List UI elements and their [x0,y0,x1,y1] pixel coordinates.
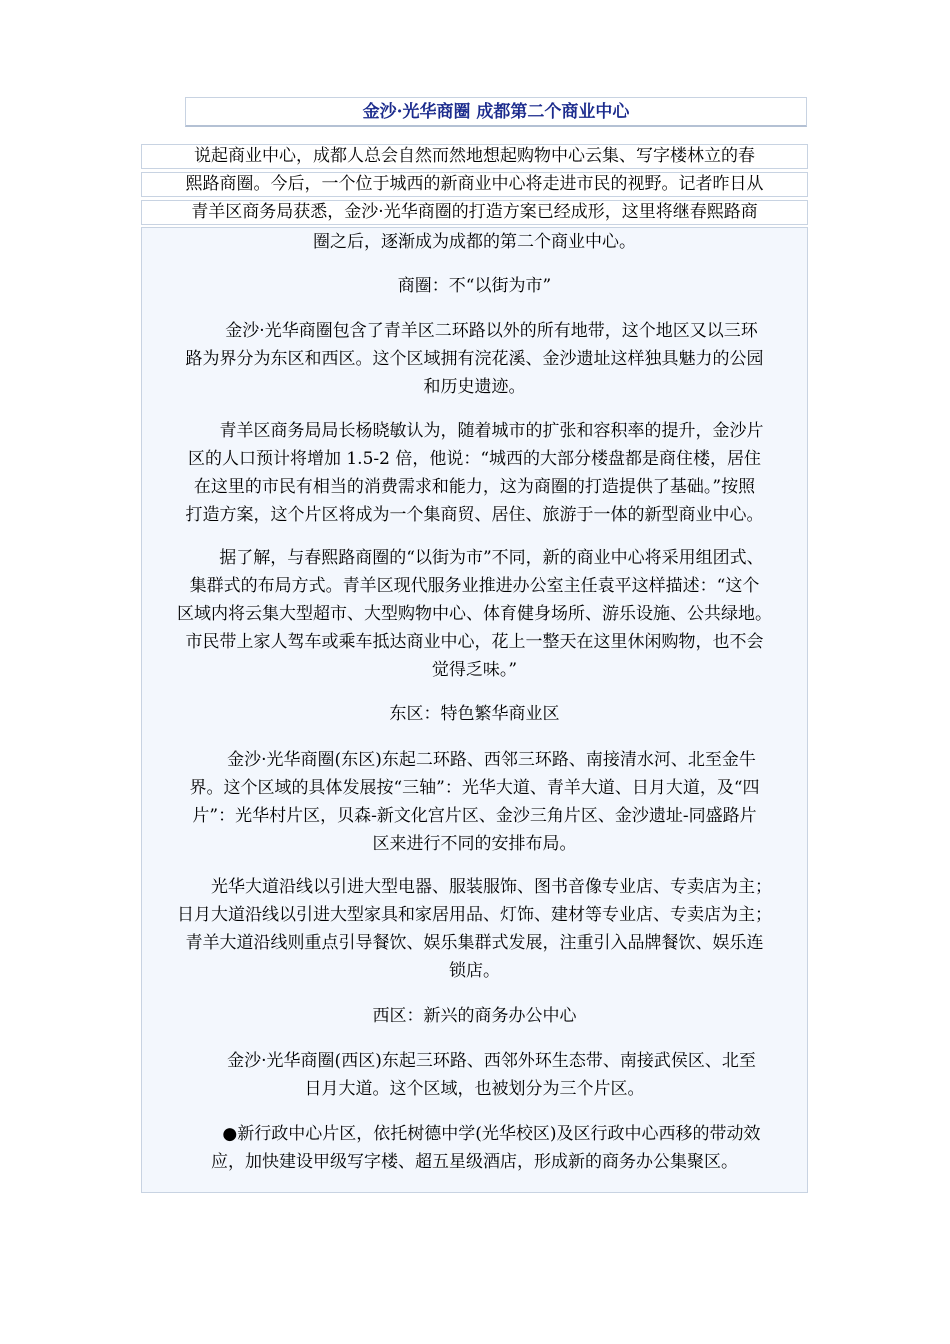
text-line: 集群式的布局方式。青羊区现代服务业推进办公室主任袁平这样描述：“这个 [189,576,760,596]
paragraph-1 [146,317,803,401]
section-heading-east [146,700,803,728]
text-line: 打造方案，这个片区将成为一个集商贸、居住、旅游于一体的新型商业中心。 [185,505,764,525]
text-line: 光华大道沿线以引进大型电器、服装服饰、图书音像专业店、专卖店为主； [177,877,772,897]
section-heading-text: 商圈：不“以街为市” [397,276,552,296]
section-heading-shangquan [146,272,803,300]
article-title: 金沙·光华商圈 成都第二个商业中心 [185,97,807,127]
text-line: 金沙·光华商圈包含了青羊区二环路以外的所有地带，这个地区又以三环 [191,321,758,341]
paragraph-3 [146,544,803,684]
text-line: 圈之后，逐渐成为成都的第二个商业中心。 [313,232,636,252]
text-line: 和历史遗迹。 [423,377,526,397]
paragraph-2 [146,417,803,529]
lead-line-1: 说起商业中心，成都人总会自然而然地想起购物中心云集、写字楼林立的春 [141,144,808,169]
section-heading-text: 西区：新兴的商务办公中心 [372,1006,577,1026]
lead-last-line [146,228,803,256]
paragraph-7 [146,1120,803,1176]
text-line: 界。这个区域的具体发展按“三轴”：光华大道、青羊大道、日月大道，及“四 [189,778,760,798]
text-line: 锁店。 [449,961,500,981]
text-line: 金沙·光华商圈(东区)东起二环路、西邻三环路、南接清水河、北至金牛 [193,750,756,770]
text-line: 区的人口预计将增加 1.5-2 倍，他说：“城西的大部分楼盘都是商住楼，居住 [187,449,762,469]
text-line: 金沙·光华商圈(西区)东起三环路、西邻外环生态带、南接武侯区、北至 [193,1051,756,1071]
text-line: 青羊区商务局局长杨晓敏认为，随着城市的扩张和容积率的提升，金沙片 [185,421,764,441]
lead-line-3: 青羊区商务局获悉，金沙·光华商圈的打造方案已经成形，这里将继春熙路商 [141,200,808,225]
text-line: 日月大道沿线以引进大型家具和家居用品、灯饰、建材等专业店、专卖店为主； [177,905,772,925]
text-line: 青羊大道沿线则重点引导餐饮、娱乐集群式发展，注重引入品牌餐饮、娱乐连 [185,933,764,953]
text-line: 片”：光华村片区，贝森-新文化宫片区、金沙三角片区、金沙遗址-同盛路片 [192,806,757,826]
text-line: 日月大道。这个区域，也被划分为三个片区。 [304,1079,645,1099]
text-line: 区来进行不同的安排布局。 [372,834,577,854]
paragraph-5 [146,873,803,985]
section-heading-text: 东区：特色繁华商业区 [389,704,560,724]
text-line: 应，加快建设甲级写字楼、超五星级酒店，形成新的商务办公集聚区。 [211,1152,738,1172]
text-line: 区域内将云集大型超市、大型购物中心、体育健身场所、游乐设施、公共绿地。 [177,604,772,624]
text-line: 据了解，与春熙路商圈的“以街为市”不同，新的商业中心将采用组团式、 [185,548,764,568]
section-heading-west [146,1002,803,1030]
text-line: 在这里的市民有相当的消费需求和能力，这为商圈的打造提供了基础。”按照 [193,477,756,497]
text-line: ●新行政中心片区，依托树德中学(光华校区)及区行政中心西移的带动效 [188,1124,761,1144]
paragraph-4 [146,746,803,858]
article-body [141,227,808,1193]
lead-line-2: 熙路商圈。今后，一个位于城西的新商业中心将走进市民的视野。记者昨日从 [141,172,808,197]
text-line: 觉得乏味。” [431,660,518,680]
text-line: 市民带上家人驾车或乘车抵达商业中心，花上一整天在这里休闲购物，也不会 [185,632,764,652]
text-line: 路为界分为东区和西区。这个区域拥有浣花溪、金沙遗址这样独具魅力的公园 [185,349,764,369]
paragraph-6 [146,1047,803,1103]
